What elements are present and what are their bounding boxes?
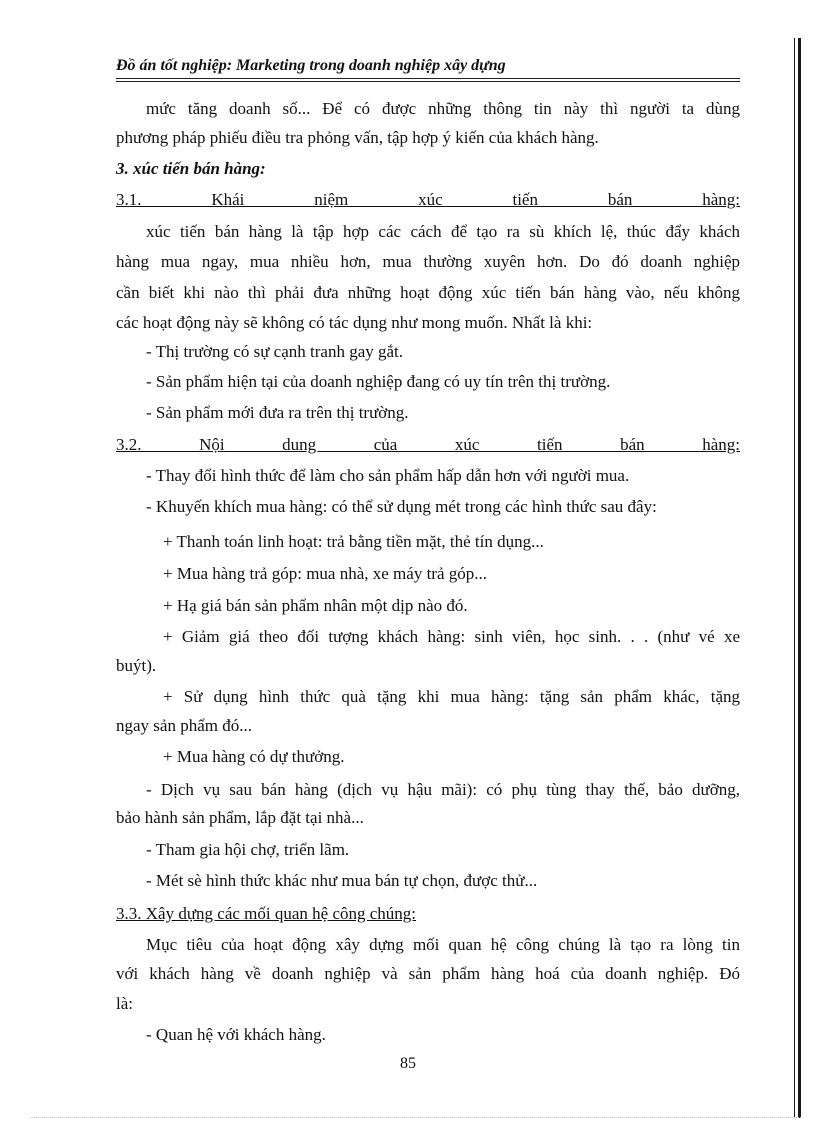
subsection-heading: 3.1. Khái niệm xúc tiến bán hàng: [116,190,740,209]
list-subitem: + Mua hàng có dự thưởng. [163,747,345,766]
running-header: Đồ án tốt nghiệp: Marketing trong doanh nghiệp xây dựng [116,57,506,74]
page-border-right-thin [794,38,795,1118]
list-subitem-continuation: ngay sản phẩm đó... [116,716,252,735]
section-heading: 3. xúc tiến bán hàng: [116,159,266,178]
header-rule [116,78,740,79]
list-item: - Sản phẩm hiện tại của doanh nghiệp đang có uy tín trên thị trường. [146,372,611,391]
page-border-bottom [30,1117,801,1118]
list-item: - Khuyến khích mua hàng: có thể sử dụng mét trong các hình thức sau đây: [146,497,657,516]
list-subitem: + Sử dụng hình thức quà tặng khi mua hàng: tặng sản phẩm khác, tặng [163,687,740,706]
list-subitem: + Mua hàng trả góp: mua nhà, xe máy trả góp... [163,564,488,583]
page-border-right [798,38,801,1118]
paragraph-line: với khách hàng về doanh nghiệp và sản phẩm hàng hoá của doanh nghiệp. Đó [116,964,740,983]
list-item: - Mét sè hình thức khác như mua bán tự chọn, được thử... [146,871,538,890]
subsection-heading: 3.2. Nội dung của xúc tiến bán hàng: [116,435,740,454]
header-rule [116,81,740,82]
paragraph-line: cần biết khi nào thì phải đưa những hoạt động xúc tiến bán hàng vào, nếu không [116,283,740,302]
list-item: - Thay đổi hình thức để làm cho sản phẩm hấp dẫn hơn với người mua. [146,466,630,485]
list-subitem-continuation: buýt). [116,656,157,675]
list-item: - Tham gia hội chợ, triển lãm. [146,840,350,859]
list-item: - Dịch vụ sau bán hàng (dịch vụ hậu mãi): có phụ tùng thay thế, bảo dưỡng, [146,780,740,799]
subsection-heading: 3.3. Xây dựng các mối quan hệ công chúng: [116,904,417,923]
list-subitem: + Thanh toán linh hoạt: trả bằng tiền mặt, thẻ tín dụng... [163,532,544,551]
list-item: - Quan hệ với khách hàng. [146,1025,326,1044]
paragraph-line: xúc tiến bán hàng là tập hợp các cách để tạo ra sù khích lệ, thúc đẩy khách [146,222,740,241]
list-subitem: + Giảm giá theo đối tượng khách hàng: sinh viên, học sinh. . . (như vé xe [163,627,740,646]
page-number: 85 [400,1055,416,1072]
paragraph-line: phương pháp phiếu điều tra phỏng vấn, tập hợp ý kiến của khách hàng. [116,128,599,147]
paragraph-line: mức tăng doanh số... Để có được những thông tin này thì người ta dùng [146,99,740,118]
paragraph-line: hàng mua ngay, mua nhiều hơn, mua thường xuyên hơn. Do đó doanh nghiệp [116,252,740,271]
list-item-continuation: bảo hành sản phẩm, lắp đặt tại nhà... [116,808,364,827]
paragraph-line: Mục tiêu của hoạt động xây dựng mối quan hệ công chúng là tạo ra lòng tin [146,935,740,954]
paragraph-line: là: [116,994,133,1013]
list-subitem: + Hạ giá bán sản phẩm nhân một dịp nào đó. [163,596,468,615]
list-item: - Sản phẩm mới đưa ra trên thị trường. [146,403,409,422]
list-item: - Thị trường có sự cạnh tranh gay gắt. [146,342,404,361]
paragraph-line: các hoạt động này sẽ không có tác dụng như mong muốn. Nhất là khi: [116,313,593,332]
